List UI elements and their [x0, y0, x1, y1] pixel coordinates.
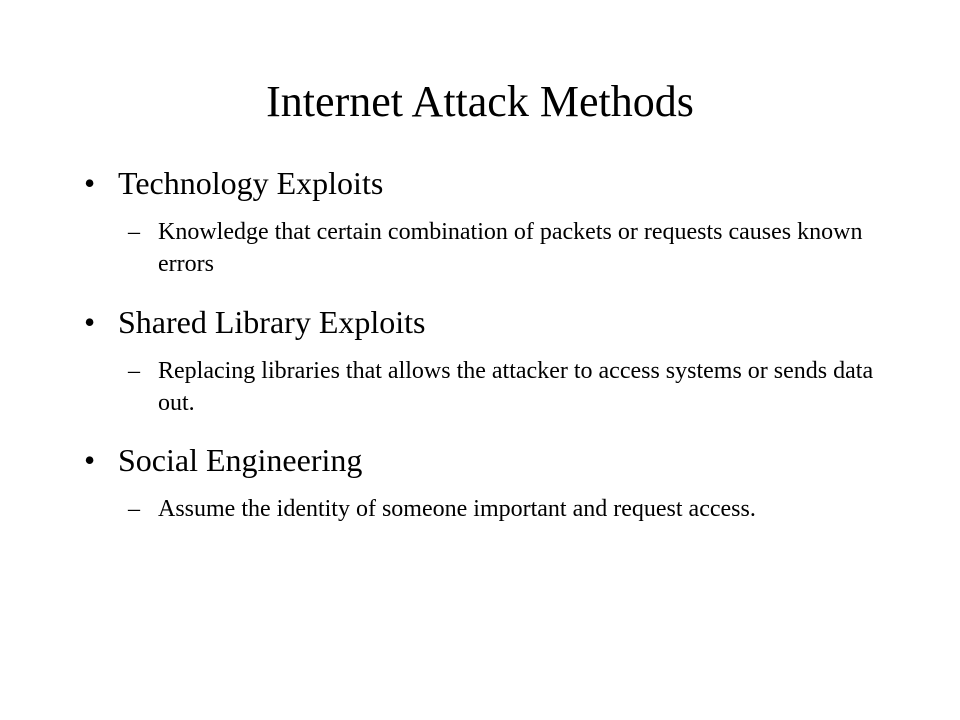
bullet-dot: •: [84, 304, 96, 340]
slide-title: Internet Attack Methods: [266, 77, 694, 126]
sub-bullet-text: Knowledge that certain combination of packets or requests causes known errors: [158, 219, 863, 277]
bullet-heading: Shared Library Exploits: [118, 304, 426, 340]
sub-bullet-social-engineering: [128, 493, 888, 525]
sub-bullet-text: Assume the identity of someone important and request access.: [158, 496, 756, 522]
bullet-heading: Technology Exploits: [118, 165, 384, 201]
sub-bullet-technology-exploits: [128, 216, 888, 280]
sub-bullet-dash: –: [128, 358, 140, 384]
sub-bullet-dash: –: [128, 219, 140, 245]
bullet-dot: •: [84, 442, 96, 478]
sub-bullet-dash: –: [128, 496, 140, 522]
bullet-heading: Social Engineering: [118, 442, 363, 478]
sub-bullet-shared-library-exploits: [128, 355, 888, 419]
sub-bullet-text: Replacing libraries that allows the attacker to access systems or sends data out.: [158, 358, 874, 416]
bullet-dot: •: [84, 165, 96, 201]
